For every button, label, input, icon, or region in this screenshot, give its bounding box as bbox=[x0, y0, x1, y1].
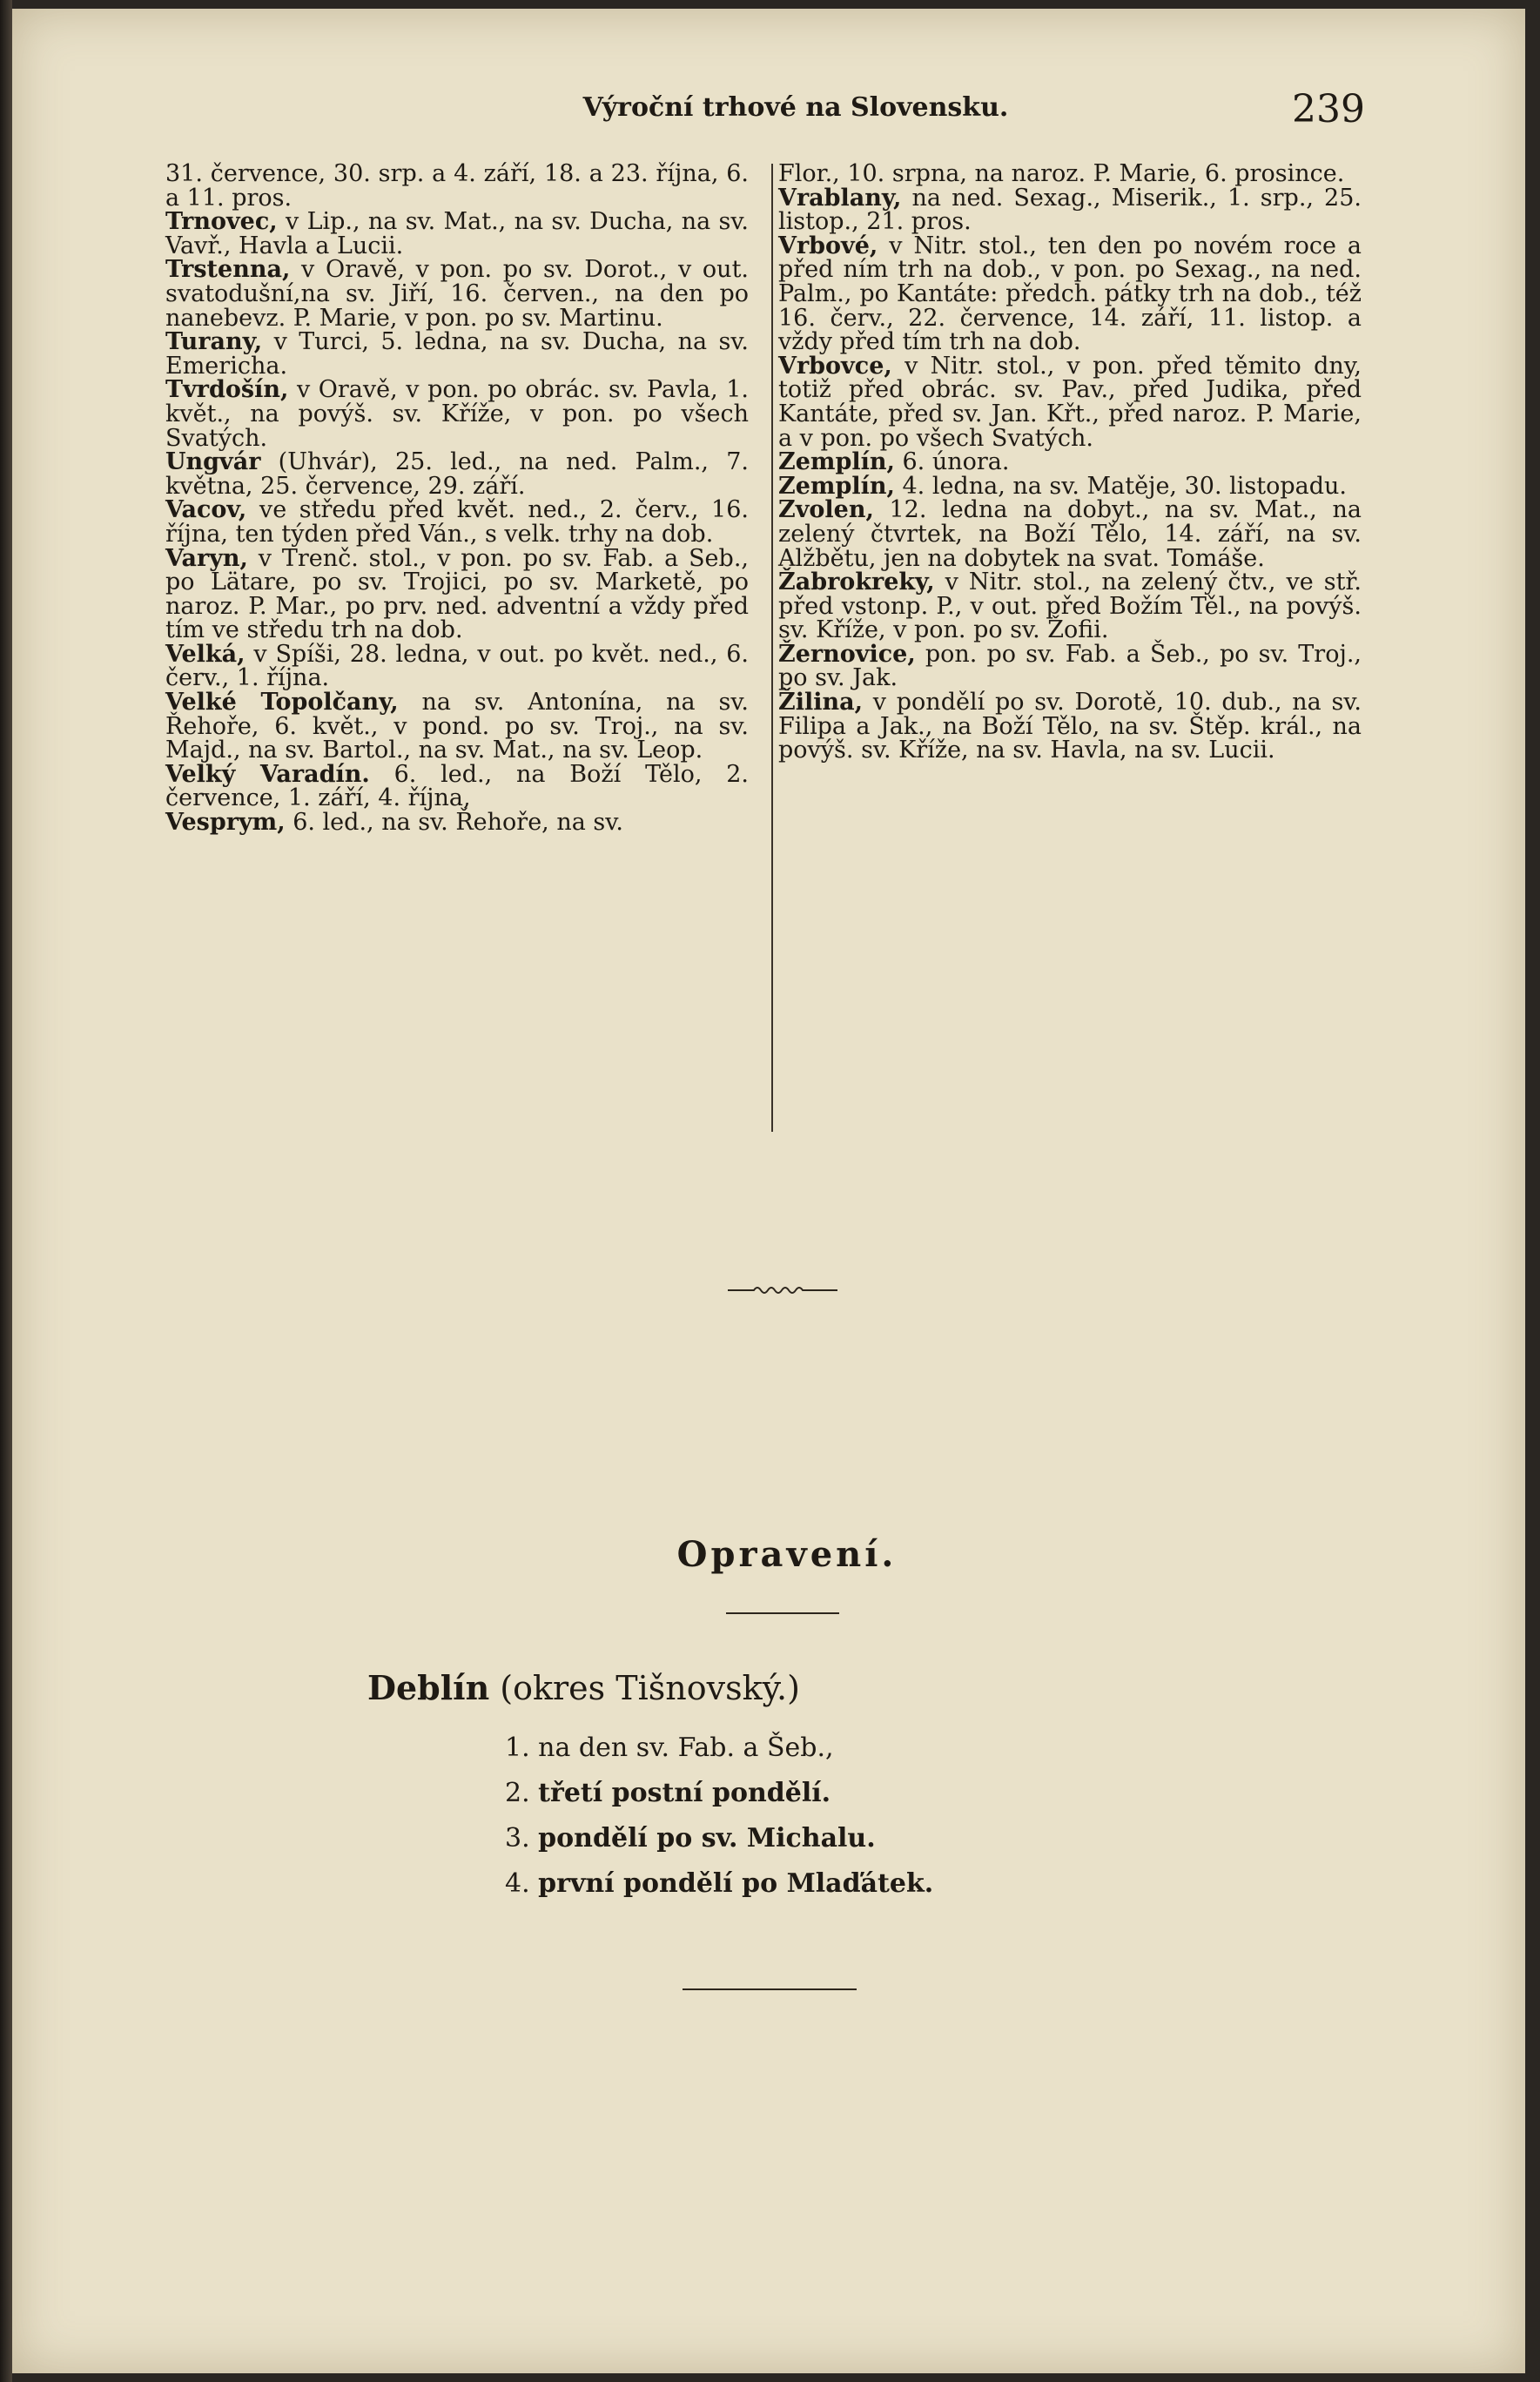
left-column bbox=[165, 162, 749, 835]
correction-heading: Deblín (okres Tišnovský.) bbox=[367, 1668, 800, 1707]
right-column bbox=[778, 162, 1362, 763]
place-name: Varyn, bbox=[165, 544, 248, 572]
place-name: Vrablany, bbox=[778, 184, 902, 212]
place-name: Velká, bbox=[165, 640, 245, 668]
place-name: Velké Topolčany, bbox=[165, 689, 399, 717]
book-spine bbox=[0, 0, 12, 2382]
market-entry: Varyn, v Trenč. stol., v pon. po sv. Fab. a Seb., po Lätare, po sv. Trojici, po sv. Marketě, po naroz. P. Mar., po prv. ned. adventní a vždy před tím ve středu trh na dob. bbox=[165, 544, 749, 644]
market-entry: Flor., 10. srpna, na naroz. P. Marie, 6. prosince. bbox=[778, 160, 1345, 187]
market-entry: Turany, v Turci, 5. ledna, na sv. Ducha, na sv. Emericha. bbox=[165, 328, 749, 380]
market-entry: 31. července, 30. srp. a 4. září, 18. a 23. října, 6. a 11. pros. bbox=[165, 160, 749, 212]
place-name: Zemplín, bbox=[778, 472, 895, 500]
place-name: Trstenna, bbox=[165, 256, 291, 284]
place-name: Tvrdošín, bbox=[165, 376, 289, 404]
market-entry: Zemplín, 4. ledna, na sv. Matěje, 30. listopadu. bbox=[778, 472, 1347, 500]
place-name: Deblín bbox=[367, 1668, 490, 1707]
corrections-title: Opravení. bbox=[676, 1534, 898, 1575]
section-ornament bbox=[728, 1280, 837, 1297]
column-divider bbox=[771, 164, 773, 1132]
place-name: Turany, bbox=[165, 328, 263, 356]
market-entry: Velká, v Spíši, 28. ledna, v out. po květ. ned., 6. červ., 1. října. bbox=[165, 640, 749, 692]
market-entry: Žabrokreky, v Nitr. stol., na zelený čtv., ve stř. před vstonp. P., v out. před Božím Těl., na povýš. sv. Kříže, v pon. po sv. Žofii. bbox=[778, 569, 1362, 644]
place-name: Zvolen, bbox=[778, 496, 874, 524]
correction-list bbox=[505, 1726, 933, 1907]
market-entry: Tvrdošín, v Oravě, v pon. po obrác. sv. Pavla, 1. květ., na povýš. sv. Kříže, v pon. po všech Svatých. bbox=[165, 376, 749, 452]
place-name: Velký Varadín. bbox=[165, 760, 370, 788]
place-name: Vacov, bbox=[165, 496, 247, 524]
title-rule bbox=[726, 1612, 839, 1614]
place-name: Zemplín, bbox=[778, 448, 895, 476]
market-entry: Vrbové, v Nitr. stol., ten den po novém roce a před ním trh na dob., v pon. po Sexag., na ned. Palm., po Kantáte: předch. pátky trh na dob., též 16. červ., 22. července, 14. září, 11. listop. a vždy před tím trh na dob. bbox=[778, 232, 1362, 356]
market-entry: Vesprym, 6. led., na sv. Řehoře, na sv. bbox=[165, 809, 623, 837]
place-name: Žilina, bbox=[778, 689, 864, 717]
market-entry: Velké Topolčany, na sv. Antonína, na sv. Řehoře, 6. květ., v pond. po sv. Troj., na sv. Majd., na sv. Bartol., na sv. Mat., na sv. Leop. bbox=[165, 689, 749, 764]
place-name: Žabrokreky, bbox=[778, 569, 935, 596]
place-name: Trnovec, bbox=[165, 208, 278, 236]
closing-rule bbox=[683, 1988, 857, 1990]
market-entry: Vacov, ve středu před květ. ned., 2. červ., 16. října, ten týden před Ván., s velk. trhy na dob. bbox=[165, 496, 749, 548]
market-entry: Vrablany, na ned. Sexag., Miserik., 1. srp., 25. listop., 21. pros. bbox=[778, 184, 1362, 236]
market-entry: Zvolen, 12. ledna na dobyt., na sv. Mat., na zelený čtvrtek, na Boží Tělo, 14. září, na sv. Alžbětu, jen na dobytek na svat. Tomáše. bbox=[778, 496, 1362, 572]
place-name: Ungvár bbox=[165, 448, 261, 476]
list-item: 3. pondělí po sv. Michalu. bbox=[505, 1823, 876, 1854]
running-title: Výroční trhové na Slovensku. bbox=[582, 92, 1009, 123]
market-entry: Ungvár (Uhvár), 25. led., na ned. Palm., 7. května, 25. července, 29. září. bbox=[165, 448, 749, 500]
market-entry: Vrbovce, v Nitr. stol., v pon. před těmito dny, totiž před obrác. sv. Pav., před Judika, před Kantáte, před sv. Jan. Křt., před naroz. P. Marie, a v pon. po všech Svatých. bbox=[778, 352, 1362, 452]
place-name: Vrbovce, bbox=[778, 352, 892, 380]
market-entry: Žernovice, pon. po sv. Fab. a Šeb., po sv. Troj., po sv. Jak. bbox=[778, 640, 1362, 692]
place-name: Žernovice, bbox=[778, 640, 916, 668]
market-entry: Trnovec, v Lip., na sv. Mat., na sv. Ducha, na sv. Vavř., Havla a Lucii. bbox=[165, 208, 749, 259]
book-page bbox=[12, 9, 1525, 2373]
list-item: 1. na den sv. Fab. a Šeb., bbox=[505, 1733, 834, 1763]
market-entry: Žilina, v pondělí po sv. Dorotě, 10. dub., na sv. Filipa a Jak., na Boží Tělo, na sv. Štěp. král., na povýš. sv. Kříže, na sv. Havla, na sv. Lucii. bbox=[778, 689, 1362, 764]
market-entry: Zemplín, 6. února. bbox=[778, 448, 1010, 476]
list-item: 2. třetí postní pondělí. bbox=[505, 1778, 831, 1808]
place-name: Vrbové, bbox=[778, 232, 878, 259]
market-entry: Trstenna, v Oravě, v pon. po sv. Dorot., v out. svatodušní,na sv. Jiří, 16. červen., na den po nanebevz. P. Marie, v pon. po sv. Martinu. bbox=[165, 256, 749, 332]
page-number: 239 bbox=[1292, 87, 1365, 131]
place-name: Vesprym, bbox=[165, 809, 286, 837]
market-entry: Velký Varadín. 6. led., na Boží Tělo, 2. července, 1. září, 4. října, bbox=[165, 760, 749, 812]
list-item: 4. první pondělí po Mlaďátek. bbox=[505, 1868, 934, 1899]
